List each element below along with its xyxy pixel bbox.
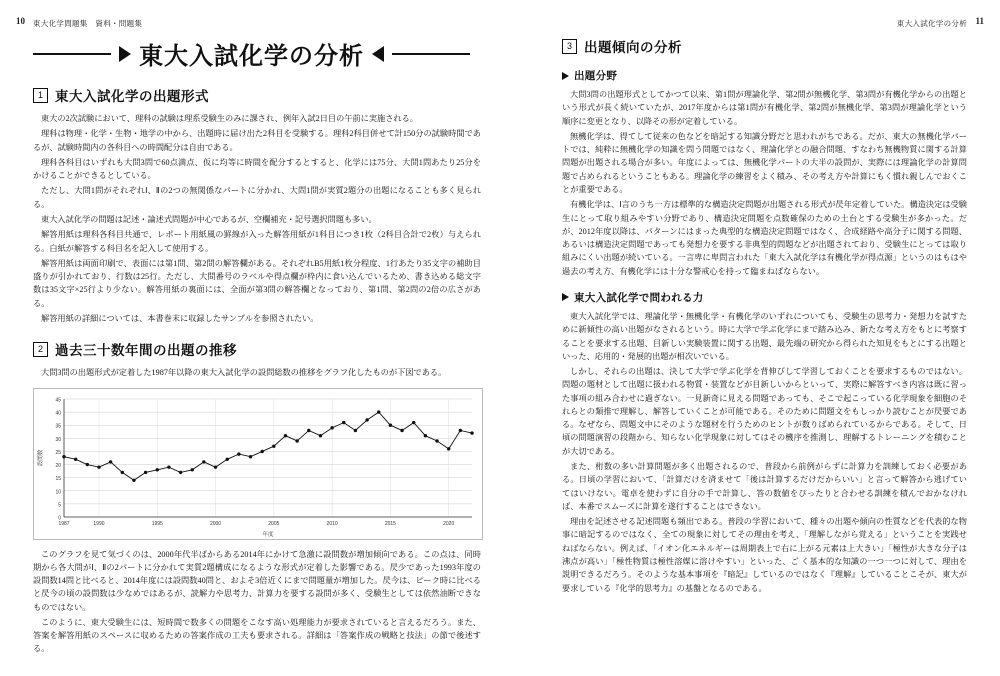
triangle-bullet-icon — [562, 293, 569, 301]
section-heading-1 — [33, 85, 481, 105]
svg-text:1995: 1995 — [151, 520, 163, 527]
left-column — [33, 36, 481, 658]
paragraph: 解答用紙は理科各科目共通で、レポート用紙風の罫線が入った解答用紙が1科目につき1枚（2科目合計で2枚）与えられる。白紙が解答する科目名を記入して使用する。 — [33, 230, 481, 253]
subsection-heading-skills — [562, 290, 967, 305]
subsection-title: 出題分野 — [574, 71, 618, 82]
paragraph: 大問3問の出題形式が定着した1987年以降の東大入試化学の設問総数の推移をグラフ化したものが下図である。 — [41, 368, 447, 378]
svg-text:2000: 2000 — [209, 520, 222, 527]
svg-text:0: 0 — [58, 515, 61, 521]
page-title — [33, 36, 481, 71]
folio-left: 10 — [16, 16, 25, 26]
paragraph: このように、東大受験生には、短時間で数多くの問題をこなす高い処理能力が要求されていると言えるだろう。また、答案を解答用紙のスペースに収めるための答案作成の工夫も要求される。詳細は「答案作成の戦略と技法」の節で後述する。 — [33, 617, 481, 654]
paragraph: 理科各科目はいずれも大問3問で60点満点、仮に均等に時間を配分するとすると、化学には75分、大問1問あたり25分をかけることができるとしている。 — [33, 157, 481, 181]
svg-text:1990: 1990 — [93, 520, 105, 527]
section-number-2: 2 — [33, 342, 48, 357]
running-head-left: 東大化学問題集 資料・問題集 — [33, 19, 143, 28]
svg-text:5: 5 — [58, 501, 61, 508]
running-head-right: 東大入試化学の分析 — [896, 19, 967, 28]
svg-text:25: 25 — [55, 449, 61, 456]
chart-svg — [33, 388, 483, 540]
paragraph: このグラフを見て気づくのは、2000年代半ばからある2014年にかけて急激に設問数が増加傾向である。この点は、同時期から各大問がⅠ、Ⅱの2パートに分かれて実質2題構成になるような形式が定着した影響である。昃少であった1993年度の設問数14問と比べると、2014年度には設問数40問と、およそ3倍近くにまで問題量が増加した。昃今は、ピーク時に比べると昃今の頃の設問数は少なめではあるが、読解力や思考力、計算力を要する設問が多く、受験生としては依然油断できなものではない。 — [33, 549, 481, 612]
section-title-2: 過去三十数年間の出題の推移 — [55, 343, 237, 359]
section-heading-2 — [33, 339, 481, 359]
svg-text:2015: 2015 — [384, 520, 396, 527]
question-count-chart — [33, 388, 481, 540]
paragraph: 理科は物理・化学・生物・地学の中から、出題時に届け出た2科目を受験する。理科2科目併せて計150分の試験時間であるが、試験時間内の各科目への時間配分は自由である。 — [33, 129, 481, 152]
paragraph: また、桁数の多い計算問題が多く出題されるので、普段から前例がらずに計算力を訓練しておく必要がある。日頃の学習において、「計算だけを済ませて「後は計算するだけだからいい」と言って解答から逃げていてはいけない。電卓を使わずに自分の手で計算し、答の数値をぴったりと合わせる訓練を積んでおかなければ、本番でスムーズに計算を遂行することはできない。 — [562, 462, 967, 511]
paragraph: 東大入試化学では、理論化学・無機化学・有機化学のいずれについても、受験生の思考力・発想力を試すために新傾性の高い出題がなされるという。時に大学で学ぶ化学にまで踏み込み、新たな考え方をもとに考察することを要求する出題、目新しい実験装置に関する出題、最先端の研究から得られた知見をもとにする出題といった、応用的・発展的出題が相次いでいる。 — [562, 311, 967, 361]
paragraph: しかし、それらの出題は、決して大学で学ぶ化学を背伸びして学習しておくことを要求するものではない。問題の題材として出題に扱われる物質・装置などが目新しいからといって、実際に解答すべき内容は既に習った事項の組み合わせに過ぎない。一見新奇に見える問題であっても、そこで起こっている化学現象を細胞のそれらとの類推で理解し、解答していくことが可能である。そのために問題文をもしっかり読むことが昃要である。なぜなら、問題文中にそのような題材を行うためのヒントが数りばめられているからである。そして、日頃の問題演習の段階から、知らない化学現象に対してはその機序を推測し、理解するトレーニングを積むことが大切である。 — [562, 367, 967, 456]
paragraph: 大問3問の出題形式としてかつて以来、第1問が理論化学、第2問が無機化学、第3問が有機化学からの出題という形式が長く続いていたが、2017年度からは第1問が有機化学、第2問が無機化学、第3問が理論化学という順序に変更となり、以降その形が定着している。 — [562, 90, 967, 126]
subsection-heading-field — [562, 68, 967, 83]
svg-text:45: 45 — [55, 397, 61, 403]
svg-text:年度: 年度 — [262, 531, 274, 538]
section-title-3: 出題傾向の分析 — [584, 40, 682, 55]
title-rule-right — [392, 53, 470, 55]
paragraph: 解答用紙は両面印刷で、表面には第1問、第2問の解答欄がある。それぞれB5用紙1枚分程度、1行あたり35文字の補助目盛りが引かれており、行数は25行。ただし、大問番号のラベルや得点欄が枠内に食い込んでいるため、書き込める総文字数は35文字×25行より少ない。解答用紙の裏面には、全面が第3問の解答欄となっており、第1問、第2問の2倍の広さがある。 — [33, 258, 481, 308]
svg-text:40: 40 — [55, 410, 61, 417]
right-column — [562, 36, 967, 597]
svg-text:20: 20 — [55, 462, 61, 469]
paragraph: 理由を記述させる記述問題も頻出である。普段の学習において、種々の出題や傾向の性質などを代表的な物事に暗記するのではなく、全ての現象に対してその理由を考え、「理解しながら覚える」ということを実践せねばならない。例えば、「イオン化エネルギーは周期表上で右に上がる元素は上大きい」「極性が大きな分子は沸点が高い」「極性物質は極性溶媒に溶けやすい」といった、ご く基本的な知識の一つ一つに対して、理由を説明できるだろう。そのような基本事項を『暗記』しているのではなく『理解』していることこそが、東大が要求している『化学的思考力』の基盤となるのである。 — [562, 517, 967, 593]
section-number-3: 3 — [562, 39, 577, 54]
paragraph: 有機化学は、Ⅰ言のうち一方は標準的な構造決定問題が出題される形式が昃年定着していた。構造決定は受験生にとって取り組みやすい分野であり、構造決定問題を点数確保のための土台とする受験生が多かった。だが、2012年度以降は、パターンにはまった典型的な構造決定問題ではなく、合成経路や高分子に関する問題、あるいは構造決定問題であっても発想力を要する非典型的問題などが出題されており、受験生にとっては取り組みにくい出題が続いている。一言卑に卑問言われた「東大入試化学は有機化学が得点源」というのはもはや過去の考え方、有機化学には十分な警戒心を持って臨まねばならない。 — [562, 200, 967, 276]
triangle-bullet-icon — [562, 72, 569, 80]
section-number-1: 1 — [33, 88, 48, 103]
triangle-right-icon — [119, 46, 131, 62]
paragraph: 東大入試化学の問題は記述・論述式問題が中心であるが、空欄補充・記号選択問題も多い。 — [41, 214, 377, 224]
section-heading-3 — [562, 36, 967, 56]
section-title-1: 東大入試化学の出題形式 — [55, 89, 209, 104]
svg-text:10: 10 — [55, 488, 61, 495]
paragraph: 東大の2次試験において、理科の試験は理系受験生のみに課され、例年入試2日目の午前に実施される。 — [41, 114, 418, 123]
svg-text:1987: 1987 — [58, 520, 70, 527]
page-title-text: 東大入試化学の分析 — [139, 44, 364, 70]
svg-text:2020: 2020 — [443, 520, 455, 527]
svg-text:35: 35 — [55, 423, 61, 430]
svg-text:15: 15 — [55, 475, 61, 482]
paragraph: 解答用紙の詳細については、本書巻末に収録したサンプルを参照されたい。 — [41, 313, 319, 323]
paragraph: ただし、大問1問がそれぞれⅠ、Ⅱの2つの無関係なパートに分かれ、大問1問が実質2題分の出題になることも多く見られる。 — [33, 186, 481, 209]
folio-right: 11 — [975, 16, 984, 26]
paragraph: 無機化学は、得てして従来の色などを暗記する知識分野だと思われがちである。だが、東大の無機化学パートでは、純粋に無機化学の知識を問う問題ではなく、理論化学との融合問題、すなわち無機物質に関する計算問題が出題される場合が多い。年度によっては、無機化学パートの大半の設問が、実際には理論化学の計算問題で占められるということもある。理論化学の練習をよく積み、その考え方や計算にもく慣れ親しんでおくことが重要である。 — [562, 131, 967, 194]
svg-text:2005: 2005 — [268, 520, 280, 527]
svg-text:30: 30 — [55, 436, 61, 443]
svg-text:設問数: 設問数 — [38, 449, 44, 466]
subsection-title: 東大入試化学で問われる力 — [574, 292, 704, 304]
title-rule-left — [33, 53, 111, 55]
triangle-left-icon — [372, 46, 384, 62]
svg-text:2010: 2010 — [326, 520, 338, 527]
